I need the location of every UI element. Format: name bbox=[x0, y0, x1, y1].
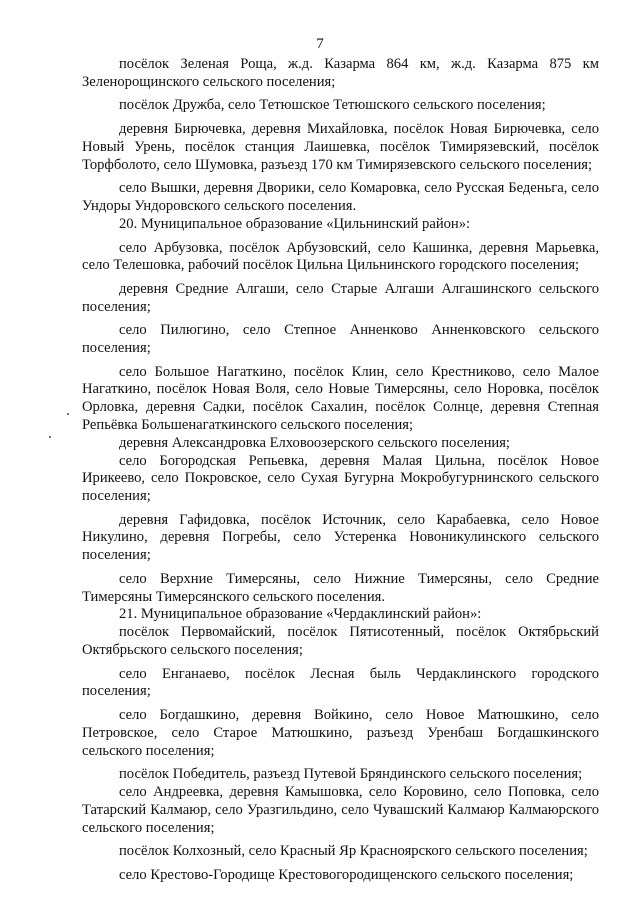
paragraph: село Богдашкино, деревня Войкино, село Новое Матюшкино, село Петровское, село Старое Матюшкино, разъезд Уренбаш Богдашкинского сельского поселения; bbox=[82, 707, 599, 759]
paragraph: деревня Средние Алгаши, село Старые Алгаши Алгашинского сельского поселения; bbox=[82, 280, 599, 315]
paragraph: посёлок Зеленая Роща, ж.д. Казарма 864 км, ж.д. Казарма 875 км Зеленорощинского сельского поселения; bbox=[82, 56, 599, 90]
paragraph: село Вышки, деревня Дворики, село Комаровка, село Русская Беденьга, село Ундоры Ундоровского сельского поселения. bbox=[82, 180, 599, 214]
scan-speck bbox=[67, 413, 69, 415]
paragraph: село Андреевка, деревня Камышовка, село Коровино, село Поповка, село Татарский Калмаюр, село Уразгильдино, село Чувашский Калмаюр Калмаюрского сельского поселения; bbox=[82, 784, 599, 836]
paragraph: село Енганаево, посёлок Лесная быль Чердаклинского городского поселения; bbox=[82, 665, 599, 700]
section-heading-20: 20. Муниципальное образование «Цильнинский район»: bbox=[119, 215, 471, 232]
paragraph: посёлок Дружба, село Тетюшское Тетюшского сельского поселения; bbox=[119, 97, 546, 114]
paragraph: посёлок Первомайский, посёлок Пятисотенный, посёлок Октябрьский Октябрьского сельского поселения; bbox=[82, 624, 599, 659]
paragraph: село Большое Нагаткино, посёлок Клин, село Крестниково, село Малое Нагаткино, посёлок Новая Воля, село Новые Тимерсяны, село Норовка, посёлок Орловка, деревня Садки, посёлок Сахалин, посёлок Солнце, деревня Степная Репьёвка Большенагаткинского сельского поселения; bbox=[82, 363, 599, 433]
scan-speck bbox=[49, 436, 51, 438]
paragraph: село Арбузовка, посёлок Арбузовский, село Кашинка, деревня Марьевка, село Телешовка, рабочий посёлок Цильна Цильнинского городского поселения; bbox=[82, 239, 599, 274]
paragraph: деревня Бирючевка, деревня Михайловка, посёлок Новая Бирючевка, село Новый Урень, посёлок станция Лаишевка, посёлок Тимирязевский, посёлок Торфболото, село Шумовка, разъезд 170 км Тимирязевского сельского поселения; bbox=[82, 121, 599, 173]
paragraph: село Крестово-Городище Крестовогородищенского сельского поселения; bbox=[119, 866, 574, 883]
paragraph: село Богородская Репьевка, деревня Малая Цильна, посёлок Новое Ирикеево, село Покровское, село Сухая Бугурна Мокробугурнинского сельского поселения; bbox=[82, 452, 599, 505]
paragraph: село Верхние Тимерсяны, село Нижние Тимерсяны, село Средние Тимерсяны Тимерсянского сельского поселения. bbox=[82, 570, 599, 605]
paragraph: деревня Александровка Елховоозерского сельского поселения; bbox=[119, 434, 510, 451]
page-number: 7 bbox=[316, 36, 324, 52]
paragraph: посёлок Колхозный, село Красный Яр Красноярского сельского поселения; bbox=[119, 843, 588, 860]
body-text bbox=[82, 56, 599, 885]
section-heading-21: 21. Муниципальное образование «Чердаклинский район»: bbox=[119, 606, 482, 623]
paragraph: село Пилюгино, село Степное Анненково Анненковского сельского поселения; bbox=[82, 322, 599, 357]
paragraph: посёлок Победитель, разъезд Путевой Бряндинского сельского поселения; bbox=[119, 766, 583, 783]
paragraph: деревня Гафидовка, посёлок Источник, село Карабаевка, село Новое Никулино, деревня Погребы, село Устеренка Новоникулинского сельского поселения; bbox=[82, 511, 599, 564]
